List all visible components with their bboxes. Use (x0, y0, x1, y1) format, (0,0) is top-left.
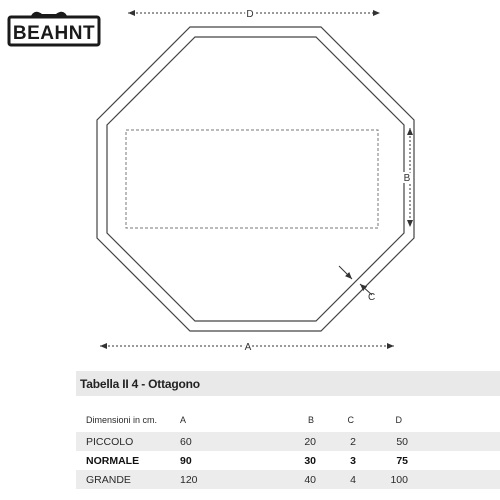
octagon-outer (97, 27, 414, 331)
header-label: Dimensioni in cm. (86, 415, 158, 425)
table-row (76, 470, 500, 489)
row-a: 60 (180, 436, 192, 448)
row-d: 50 (396, 436, 408, 448)
dimension-c-label: C (368, 292, 376, 303)
octagon-inner (107, 37, 404, 321)
row-a: 90 (180, 455, 192, 467)
row-c: 2 (350, 436, 356, 448)
row-d: 75 (396, 455, 408, 467)
row-name: GRANDE (86, 474, 131, 486)
table-title: Tabella II 4 - Ottagono (80, 377, 200, 391)
logo-text: BEAHNT (12, 23, 96, 44)
row-b: 30 (304, 455, 316, 467)
row-b: 40 (304, 474, 316, 486)
dimension-d (128, 9, 380, 20)
header-a: A (180, 415, 187, 425)
table-header (76, 411, 500, 430)
table-row (76, 432, 500, 451)
table-row (76, 451, 500, 470)
brand-logo (9, 12, 99, 45)
header-d: D (395, 415, 402, 425)
row-d: 100 (390, 474, 408, 486)
row-a: 120 (180, 474, 198, 486)
row-c: 4 (350, 474, 356, 486)
header-c: C (347, 415, 354, 425)
row-name: NORMALE (86, 455, 140, 467)
dimension-a (100, 342, 394, 353)
dimension-b (404, 128, 411, 227)
dimension-b-label: B (403, 173, 411, 184)
row-c: 3 (350, 455, 356, 467)
dashed-panel (126, 130, 378, 228)
header-b: B (307, 415, 314, 425)
row-b: 20 (304, 436, 316, 448)
dimension-c (339, 266, 375, 303)
row-name: PICCOLO (86, 436, 134, 448)
dimension-a-label: A (244, 342, 252, 353)
dimension-d-label: D (246, 9, 254, 20)
